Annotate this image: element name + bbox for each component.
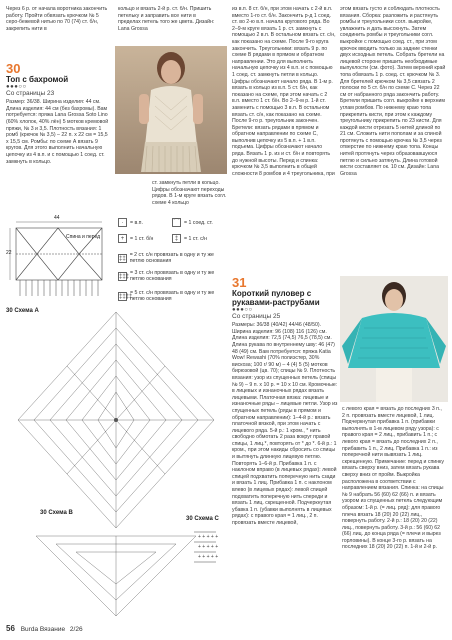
col1-intro: Через 6 р. от начала воротника закончить работу. Пройти обвязать крючком № 5 серо-бежевой нитью по 70 (74) ст. б/н, закрепить нити в — [6, 6, 108, 32]
legend-3dc: ‡‡‡ = 3 ст. с/н провязать в одну и ту же петлю основания — [119, 270, 215, 282]
model30-pageref: Со страницы 23 — [6, 89, 55, 97]
model31-pageref: Со страницы 25 — [232, 312, 281, 320]
model31-block — [232, 276, 338, 618]
model31-difficulty: ●●●○○ — [232, 307, 253, 313]
legend-5dc: ‡‡‡‡ = 5 ст. с/н провязать в одну и ту же петлю основания — [119, 290, 215, 302]
legend-sc: + = 1 ст. б/н — [118, 234, 188, 243]
photo-fringe-top — [115, 46, 227, 174]
col2-intro: кольцо и вязать 2-й р. ст. б/н. Пришить петельку и заправить все нити в пределах петель того же цвета. Дизайн: Lana Grossa — [118, 6, 215, 32]
legend-slip: ⌒ = 1 соед. ст. — [173, 219, 213, 226]
col4-text: этом вязать густо и соблюдать плотность вязания. Сборка: разложить и растянуть ромбы и треугольники согл. выкройке, увлажнить и дать высохнуть. Затем соединить ромбы и треугольники согл. выкройке с помощью соед. ст., при этом крючок вводить только за задние стенки двух исходных петель. Собрать бретели на лицевой стороне пришить необходимые выпуклости (см. фото). Затем верхний край топа обвязать 1 р. соед. ст. крючком № 3. Для бретелей крючком № 3,5 связать 2 полоски по 5 ст. б/н по схеме С. Через 22 см от набранного ряда закончить работу. Бретели пришить согл. выкройке к верхним углам ромбов. По нижнему краю топа прикрепить кисти, при этом к каждому треугольнику прикрепить по 23 кисти. Для каждой кисти отрезать 5 нитей длиной по 21 см. Сложить нити пополам и за спиной протянуть с помощью крючка № 3,5 через отверстие по нижнему краю топа. Концы нитей протянуть через образовавшуюся петлю и сильно затянуть. Длина готовой кисти составляет ок. 10 см. Дизайн: Lana Grossa — [340, 6, 446, 177]
legend-chain: · = в.п. — [118, 218, 188, 227]
model31-number: 31 — [232, 276, 247, 290]
page-number: 56 — [6, 624, 15, 633]
pattern-dim-height: 22 — [6, 250, 12, 256]
schema-c-diagram — [190, 526, 220, 566]
issue-number: 2/26 — [69, 626, 83, 633]
model30-block — [6, 62, 110, 214]
legend-dc: ‡ = 1 ст. с/н — [172, 234, 232, 243]
photo-turquoise-sweater — [340, 276, 448, 402]
col3-text: из в.п. 8 ст. б/н, при этом начать с 2-й в.п. вместо 1-го ст. б/н. Закончить р-д 1 соед. ст. во 2-ю в.п. начала кругового ряда. Во 2–9-м круге вязать 1 р. ст. замкнуть с помощью 2 в.п. В остальном вязать ст. с/н, как показано на схеме. После 9-го круга закончить. Треугольники: вязать 9 р. по схеме В рядами в прямом и обратном направлении. Это для выполнить начальную цепочку из 4 в.п. и с помощью 1 соед. ст. замкнуть петли в кольцо. Цифры обозначают начало ряда. В 1-м р. вязать в кольцо из в.п. 5 ст. б/н, как показано на схеме, при этом начать с 2 в.п. вместо 1 ст. б/н. Во 2–9-м р. 1-й ст. заменить с помощью 3 в.п. В остальном вязать ст. с/н, как показано на схеме. После 9-го р. треугольник закончен. Бретели: вязать рядами в прямом и обратном направлении по схеме С, выполнив цепочку из 5 в.п. + 1 в.п. подъема. Цифры обозначают начало ряда. Вязать 1 р. из и ст. б/н и повторять до нужной высоты. Перед и спинка: крючком № 3,5 выполнить в общей сложности 8 ромбов и 4 треугольника, при — [232, 6, 336, 177]
magazine-name: Burda Вязание — [20, 626, 66, 633]
schema-a-label: 30 Схема А — [6, 308, 39, 314]
schema-a-diagram — [8, 300, 224, 620]
svg-text:+ + + + +: + + + + + — [198, 544, 219, 550]
svg-text:+ + + + +: + + + + + — [198, 554, 219, 560]
model30-body: Размер: 36/38. Ширина изделия: 44 см. Длина изделия: 44 см (без бахромы). Вам потребуется: пряжа Lana Grossa Soto Lino (60% хлопок, 40% лён) 5 мотков кремовой пряжи, № 3 и 3,5. Плотность вязания: 1 ромб (крючок № 3,5) – 22 п. х 22 см = 15,5 х 15,5 см. Ромбы: по схеме А вязать 9 кругов. Для этого выполнить начальную цепочку из 4 в.п. и с помощью 1 соед. ст. замкнуть в кольцо. — [6, 99, 109, 165]
svg-text:+ + + + +: + + + + + — [198, 534, 219, 540]
legend-2dc: ‡‡ = 2 ст. с/н провязать в одну и ту же петлю основания — [119, 252, 214, 264]
model30-difficulty: ●●●○○ — [6, 84, 27, 90]
schema-c-label: 30 Схема С — [186, 516, 219, 522]
page-footer — [6, 624, 83, 633]
model31-body: Размеры: 36/38 (40/42) 44/46 (48/50). Ширина изделия: 96 (108) 116 (126) см. Длина изделия: 72,5 (74,5) 76,5 (78,5) см. Длина рукава по внутреннему шву: 46 (47) 48 (49) см. Вам потребуется: пряжа Katia Wow! Rewashi (70% полиэстер, 30% вискоза; 100 г/ 90 м) – 4 (4) 5 (5) мотков бирюзовой (цв. 70); спицы № 9. Плотность вязания: узор из спущенных петель (спицы № 9) – 9 п. х 10 р. = 10 х 10 см. Кромочные: в лицевых и изнаночных рядах вязать лицевыми. Платочная вязка: лицевые и изнаночные ряды – лицевые петли. Узор из спущенных петель (ряды в прямом и обратном направлении): 1–4-й р.: вязать платочной вязкой, при этом начать с лицевого ряда. 5-й р.: 1 кром., * нить свободно обмотать 2 раза вокруг правой спицы, 1 лиц.*, повторять от * до *. 6-й р.: 1 кром., при этом накиды сбросить со спицы и вытянуть длинную лицевую петлю. Повторять 1–6-й р. Прибавка 1 п. с наклоном вправо (в лицевых рядах): левой спицей подхватить поперечную нить сзади и вязать 1 лиц. Прибавка 1 п. с наклоном влево (в лицевых рядах): левой спицей подхватить поперечную нить спереди и вязать 1 лиц. скрещенной. Подчеркнутая убавка 1 п. (убавки выполнять в лицевых рядах): с правого края = 1 лиц., 2 п. провязать вместе лицевой, — [232, 322, 338, 526]
model30-number: 30 — [6, 62, 21, 76]
model30-title: Топ с бахромой — [6, 75, 69, 84]
model31-title: Короткий пуловер с рукавами-раструбами — [232, 289, 320, 307]
schema-b-label: 30 Схема В — [40, 510, 73, 516]
pattern-dim-width: 44 — [54, 215, 60, 221]
col5-text: с левого края = вязать до последних 3 п., 2 п. провязать вместе лицевой, 1 лиц. Подчеркнутая прибавка 1 п. (прибавки выполнять в 1-м лицевом ряду узора): с правого края = 2 лиц., прибавить 1 п.; с левого края = вязать до последних 2 п., прибавить 1 п., 2 лиц. Прибавка 1 п.: из поперечной нити вывязать 1 лиц. скрещенную. Примечание: перед и спинку вязать сверху вниз, затем вязать рукава сверху вниз от пройм. Выкройка расположена в соответствии с направлением вязания. Спинка: на спицы № 9 набрать 56 (60) 62 (66) п. и вязать узором из спущенных петель следующим образом: 1-й р. (= лиц. ряд): для правого плеча вязать 18 (20) 20 (22) лиц., повернуть работу. 2-й р.: 18 (20) 20 (22) лиц., повернуть работу. 3-й р.: 56 (60) 62 (66) лиц. до конца ряда (= плечи и вырез горловины). В конце 3-го р. вязать на последних 18 (20) 20 (22) п. 1-й и 2-й р. — [342, 406, 444, 551]
col2-mid: ст. замкнуть петли в кольцо. Цифры обозначают переходы рядов. В 1-м круге вязать согл. схеме 4 кольцо — [152, 180, 227, 206]
pattern-schematic — [6, 214, 110, 304]
pattern-label: Спина и перед — [66, 234, 101, 240]
